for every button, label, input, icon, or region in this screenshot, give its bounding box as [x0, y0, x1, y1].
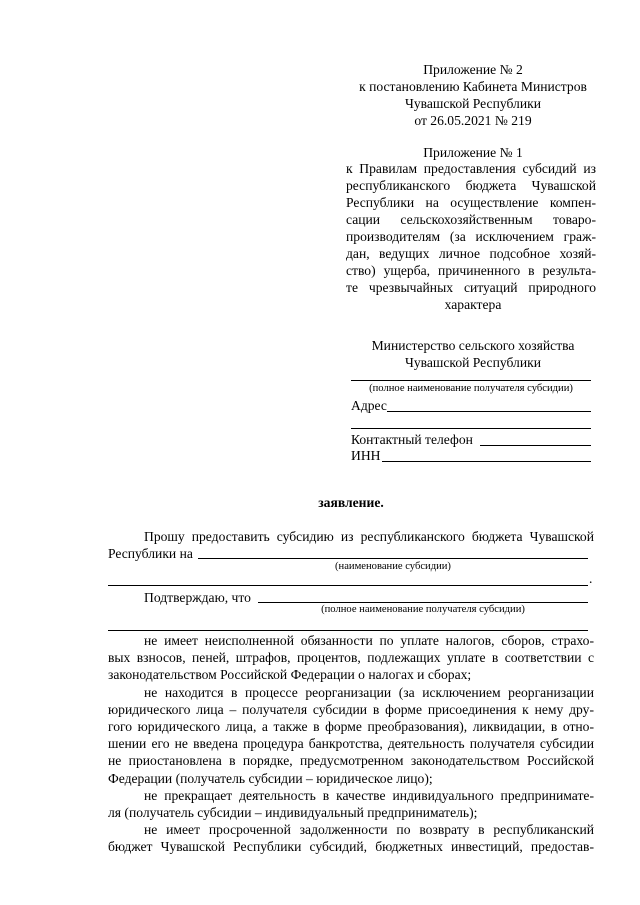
subsidy-caption: (наименование субсидии): [335, 561, 451, 572]
appendix1-last-line: характера: [444, 297, 502, 312]
address-label: Адрес: [351, 398, 387, 413]
statement-title: заявление.: [318, 495, 384, 510]
inn-label: ИНН: [351, 448, 381, 463]
body-line: не находится в процессе реорганизации (за исключением реорганизации: [144, 684, 594, 700]
subsidy-name-field-line2[interactable]: [108, 585, 588, 586]
recipient-line2: Чувашской Республики: [405, 355, 541, 370]
body-line: не прекращает деятельность в качестве индивидуального предпринимате-: [144, 787, 594, 803]
body-line: вых взносов, пеней, штрафов, процентов, подлежащих уплате в соответствии с: [108, 650, 594, 666]
body-line: законодательством Российской Федерации о налогах и сборах;: [108, 667, 472, 683]
fullname-line: [351, 380, 591, 381]
address-field[interactable]: [387, 411, 591, 412]
appendix2-line3: Чувашской Республики: [405, 96, 541, 111]
subsidy-name-field[interactable]: [198, 558, 588, 559]
body-line: не имеет просроченной задолженности по возврату в республиканский: [144, 822, 594, 838]
appendix1-title: Приложение № 1: [423, 145, 523, 160]
address-field-line2[interactable]: [351, 428, 591, 429]
appendix1-line: дан, ведущих личное подсобное хозяй-: [346, 246, 596, 261]
confirm-recipient-field-line2[interactable]: [108, 630, 588, 631]
body-line: не имеет неисполненной обязанности по уплате налогов, сборов, страхо-: [144, 633, 594, 648]
phone-field[interactable]: [480, 445, 591, 446]
body-line: гого юридического лица, а также в форме преобразования), ликвидации, в отно-: [108, 719, 594, 734]
body-line: бюджет Чувашской Республики субсидий, бюджетных инвестиций, предостав-: [108, 839, 594, 855]
appendix1-line: производителям (за исключением граж-: [346, 229, 596, 244]
appendix1-line: те чрезвычайных ситуаций природного: [346, 280, 596, 295]
recipient-line1: Министерство сельского хозяйства: [371, 338, 575, 353]
body-line: ля (получатель субсидии – индивидуальный предприниматель);: [108, 805, 478, 820]
request-period: .: [589, 571, 593, 586]
recipient-caption: (полное наименование получателя субсидии): [321, 604, 525, 615]
body-line: не приостановлена в порядке, предусмотренном законодательством Российской: [108, 753, 594, 769]
appendix1-line: к Правилам предоставления субсидий из: [346, 161, 596, 176]
request-line1: Прошу предоставить субсидию из республиканского бюджета Чувашской: [144, 529, 594, 544]
appendix1-line: Республики на осуществление компен-: [346, 195, 596, 210]
body-line: Федерации (получатель субсидии – юридическое лицо);: [108, 770, 433, 786]
appendix1-line: республиканского бюджета Чувашской: [346, 178, 596, 193]
body-line: юридического лица – получателя субсидии в форме присоединения к нему дру-: [108, 701, 594, 717]
appendix1-line: ство) ущерба, причиненного в результа-: [346, 263, 596, 278]
appendix2-line1: Приложение № 2: [423, 62, 523, 77]
appendix1-line: сации сельскохозяйственным товаро-: [346, 212, 596, 227]
appendix2-line4: от 26.05.2021 № 219: [414, 113, 532, 128]
inn-field[interactable]: [382, 461, 591, 462]
fullname-caption: (полное наименование получателя субсидии): [369, 383, 573, 394]
appendix2-line2: к постановлению Кабинета Министров: [359, 79, 587, 94]
request-line2: Республики на: [108, 546, 193, 561]
phone-label: Контактный телефон: [351, 432, 473, 447]
confirm-label: Подтверждаю, что: [144, 590, 251, 605]
body-line: шении его не введена процедура банкротства, деятельность получателя субсидии: [108, 736, 594, 752]
